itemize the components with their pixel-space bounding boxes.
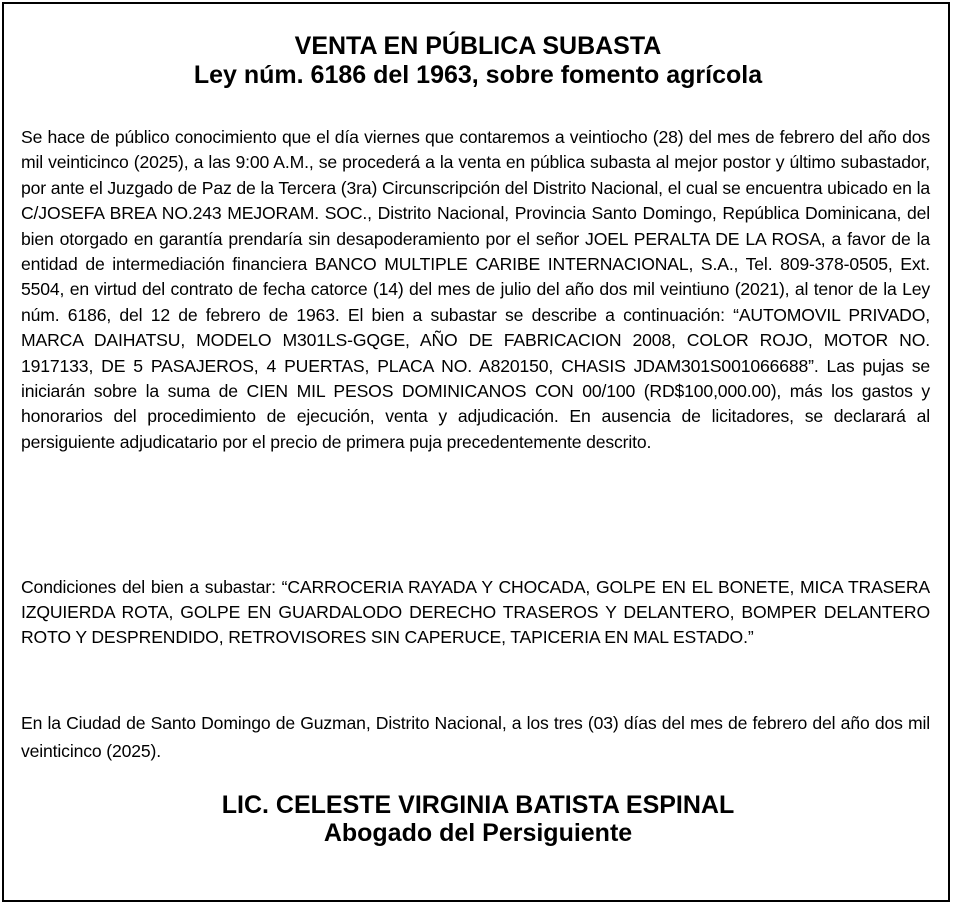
place-date-paragraph: En la Ciudad de Santo Domingo de Guzman, Distrito Nacional, a los tres (03) días del mes de febrero del año dos mil veinticinco (2025). <box>21 713 930 761</box>
signatory-role: Abogado del Persiguiente <box>323 819 633 847</box>
notice-body-paragraph: Se hace de público conocimiento que el día viernes que contaremos a veintiocho (28) del mes de febrero del año dos mil veinticinco (2025), a las 9:00 A.M., se procederá a la venta en pública subasta al mejor postor y último subastador, por ante el Juzgado de Paz de la Tercera (3ra) Circunscripción del Distrito Nacional, el cual se encuentra ubicado en la C/JOSEFA BREA NO.243 MEJORAM. SOC., Distrito Nacional, Provincia Santo Domingo, República Dominicana, del bien otorgado en garantía prendaría sin desapoderamiento por el señor JOEL PERALTA DE LA ROSA, a favor de la entidad de intermediación financiera BANCO MULTIPLE CARIBE INTERNACIONAL, S.A., Tel. 809-378-0505, Ext. 5504, en virtud del contrato de fecha catorce (14) del mes de julio del año dos mil veintiuno (2021), al tenor de la Ley núm. 6186, del 12 de febrero de 1963. El bien a subastar se describe a continuación: “AUTOMOVIL PRIVADO, MARCA DAIHATSU, MODELO M301LS-GQGE, AÑO DE FABRICACION 2008, COLOR ROJO, MOTOR NO. 1917133, DE 5 PASAJEROS, 4 PUERTAS, PLACA NO. A820150, CHASIS JDAM301S001066688”. Las pujas se iniciarán sobre la suma de CIEN MIL PESOS DOMINICANOS CON 00/100 (RD$100,000.00), más los gastos y honorarios del procedimiento de ejecución, venta y adjudicación. En ausencia de licitadores, se declarará al persiguiente adjudicatario por el precio de primera puja precedentemente descrito. <box>21 127 930 452</box>
notice-frame <box>2 2 950 902</box>
asset-conditions-paragraph: Condiciones del bien a subastar: “CARROCERIA RAYADA Y CHOCADA, GOLPE EN EL BONETE, MICA TRASERA IZQUIERDA ROTA, GOLPE EN GUARDALODO DERECHO TRASEROS Y DELANTERO, BOMPER DELANTERO ROTO Y DESPRENDIDO, RETROVISORES SIN CAPERUCE, TAPICERIA EN MAL ESTADO.” <box>21 577 930 647</box>
notice-title: VENTA EN PÚBLICA SUBASTA <box>294 32 662 60</box>
signatory-name: LIC. CELESTE VIRGINIA BATISTA ESPINAL <box>221 791 735 819</box>
notice-subtitle: Ley núm. 6186 del 1963, sobre fomento agrícola <box>193 61 763 89</box>
